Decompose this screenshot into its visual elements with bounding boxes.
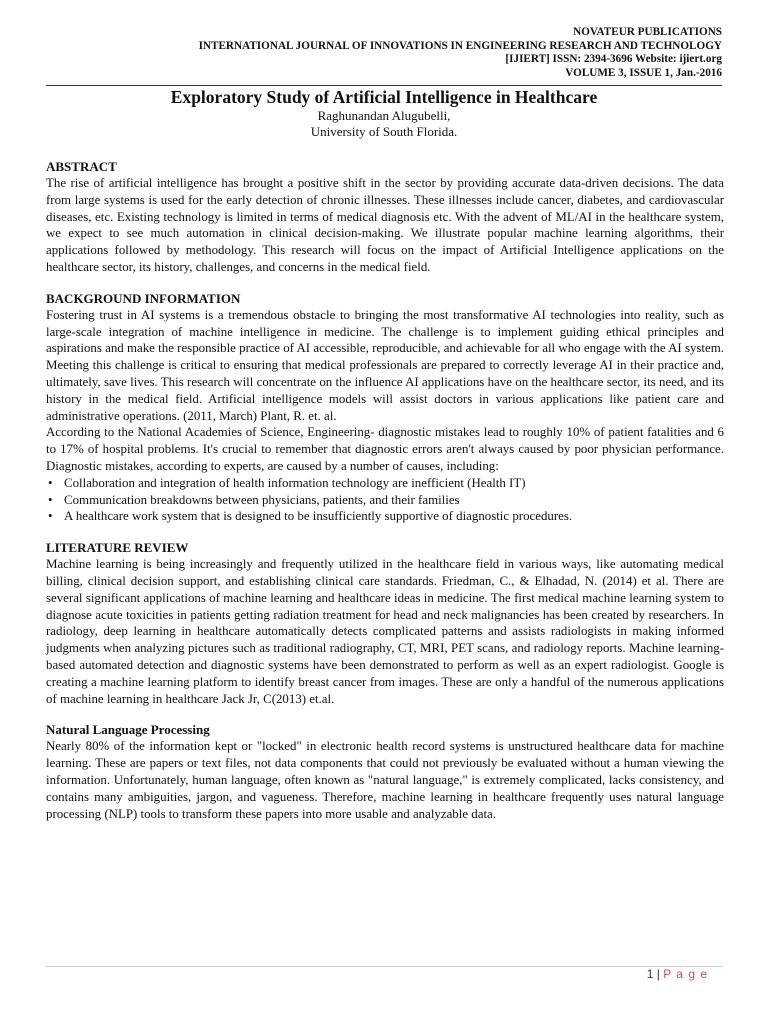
page-footer <box>647 967 708 981</box>
list-item <box>46 492 724 509</box>
paper-body <box>46 158 724 822</box>
list-item-text: Communication breakdowns between physicians, patients, and their families <box>64 492 460 507</box>
bullet-icon: • <box>48 509 53 524</box>
background-paragraph-2: According to the National Academies of Science, Engineering- diagnostic mistakes lead to roughly 10% of patient fatalities and 6 to 17% of hospital problems. It's crucial to remember that diagnostic errors aren't always caused by poor physician performance. Diagnostic mistakes, according to experts, are caused by a number of causes, including: <box>46 425 724 473</box>
nlp-text: Nearly 80% of the information kept or "locked" in electronic health record systems is unstructured healthcare data for machine learning. These are papers or text files, not data components that could not previously be evaluated without a human viewing the information. Unfortunately, human language, often known as "natural language," is extremely complicated, lacks consistency, and contains many ambiguities, jargon, and vagueness. Therefore, machine learning in healthcare frequently uses natural language processing (NLP) tools to transform these papers into more usable and analyzable data. <box>46 739 724 821</box>
diagnostic-causes-list <box>46 475 724 525</box>
footer-rule <box>46 966 722 967</box>
abstract-heading: ABSTRACT <box>46 159 117 174</box>
author-affiliation: University of South Florida. <box>310 124 458 139</box>
header-rule <box>46 85 722 86</box>
literature-review-heading: LITERATURE REVIEW <box>46 540 189 556</box>
journal-header <box>199 26 722 80</box>
nlp-heading: Natural Language Processing <box>46 722 210 738</box>
background-paragraph-1: Fostering trust in AI systems is a tremendous obstacle to bringing the most transformative AI technologies into reality, such as large-scale integration of machine intelligence in medicine. The challenge is to implement guiding ethical principles and aspirations and make the responsible practice of AI accessible, reproducible, and achievable for all who engage with the AI system. Meeting this challenge is critical to ensuring that medical professionals are prepared to correctly leverage AI in their practice and, ultimately, save lives. This research will concentrate on the influence AI applications have on the healthcare sector, its need, and its history in the medical field. Artificial intelligence models will assist doctors in various applications like patient care and administrative operations. (2011, March) Plant, R. et. al. <box>46 307 724 423</box>
author-name: Raghunandan Alugubelli, <box>317 108 451 123</box>
list-item <box>46 508 724 525</box>
page-separator: | <box>656 967 660 981</box>
list-item-text: A healthcare work system that is designed to be insufficiently supportive of diagnostic procedures. <box>64 509 573 524</box>
background-section <box>46 290 724 525</box>
bullet-icon: • <box>48 475 53 490</box>
literature-review-text: Machine learning is being increasingly and frequently utilized in the healthcare field in various ways, like automating medical billing, clinical decision support, and establishing clinical care standards. Friedman, C., & Elhadad, N. (2014) et al. There are several significant applications of machine learning and healthcare ideas in medicine. The first medical machine learning system to diagnose acute toxicities in patients getting radiation treatment for head and neck malignancies has been created by researchers. In radiology, deep learning in healthcare automatically detects complicated patterns and assists radiologists in making informed judgments when analyzing pictures such as traditional radiography, CT, MRI, PET scans, and radiology reports. Machine learning-based automated detection and diagnostic systems have been demonstrated to perform as well as an expert radiologist. Google is creating a machine learning platform to identify breast cancer from images. These are only a handful of the numerous applications of machine learning in healthcare Jack Jr, C(2013) et.al. <box>46 557 724 706</box>
issn-website: [IJIERT] ISSN: 2394-3696 Website: ijiert.org <box>505 53 722 66</box>
background-heading: BACKGROUND INFORMATION <box>46 290 241 306</box>
abstract-section <box>46 158 724 276</box>
literature-review-section <box>46 539 724 707</box>
list-item <box>46 475 724 492</box>
journal-name: INTERNATIONAL JOURNAL OF INNOVATIONS IN ENGINEERING RESEARCH AND TECHNOLOGY <box>198 39 722 52</box>
list-item-text: Collaboration and integration of health information technology are inefficient (Health IT) <box>64 475 526 490</box>
volume-issue: VOLUME 3, ISSUE 1, Jan.-2016 <box>565 66 722 79</box>
abstract-text: The rise of artificial intelligence has brought a positive shift in the sector by providing accurate data-driven decisions. The data from large systems is used for the early detection of chronic illnesses. These illnesses include cancer, diabetes, and cardiovascular diseases, etc. Existing technology is limited in terms of medical diagnosis etc. With the advent of ML/AI in the healthcare system, we expect to see much automation in clinical decision-making. We illustrate popular machine learning algorithms, their applications followed by methodology. This research will focus on the impact of Artificial Intelligence applications on the healthcare sector, its history, challenges, and concerns in the medical field. <box>46 176 724 274</box>
page-number: 1 <box>646 967 654 981</box>
paper-title: Exploratory Study of Artificial Intelligence in Healthcare <box>170 87 598 107</box>
nlp-section <box>46 721 724 822</box>
bullet-icon: • <box>48 492 53 507</box>
publisher-name: NOVATEUR PUBLICATIONS <box>573 26 722 38</box>
page-label: P a g e <box>663 967 708 981</box>
